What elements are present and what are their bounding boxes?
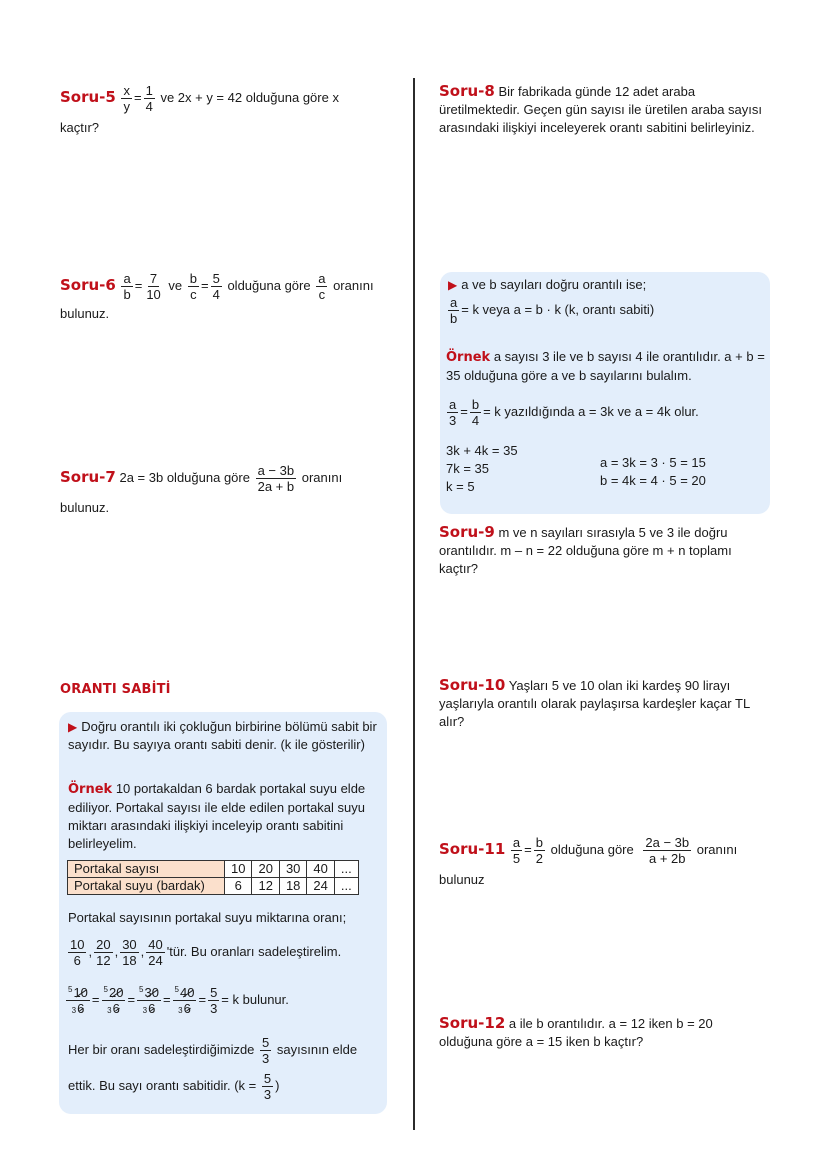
question-label: Soru-11 [439, 839, 506, 858]
example-text: Örnek a sayısı 3 ile ve b sayısı 4 ile orantılıdır. a + b = 35 olduğuna göre a ve b sayılarını bulalım. [446, 349, 765, 383]
question-label: Soru-10 [439, 676, 506, 694]
conclusion-line-2: ettik. Bu sayı orantı sabitidir. (k = $\frac{5}{3}$ ) [68, 1071, 280, 1102]
question-label: Soru-12 [439, 1014, 506, 1032]
question-label: Soru-8 [439, 82, 495, 100]
question-8 [439, 82, 769, 137]
section-title: ORANTI SABİTİ [60, 682, 171, 697]
fraction: $\frac{a}{c}$ [318, 271, 326, 302]
table-row: Portakal suyu (bardak) 6 12 18 24 ... [68, 878, 359, 895]
fraction: $\frac{a - 3b}{2a + b}$ [257, 463, 295, 494]
triangle-bullet-icon: ▶ [448, 278, 458, 292]
fraction: $\frac{a}{b}$ [123, 271, 131, 302]
question-label: Soru-7 [60, 467, 116, 486]
ratio-intro: Portakal sayısının portakal suyu miktarına oranı; [68, 910, 347, 925]
question-text: m ve n sayıları sırasıyla 5 ve 3 ile doğru orantılıdır. m – n = 22 olduğuna göre m + n toplamı kaçtır? [439, 525, 732, 576]
question-10 [439, 676, 769, 731]
definition-text: ▶ Doğru orantılı iki çokluğun birbirine bölümü sabit bir sayıdır. Bu sayıya orantı sabiti denir. (k ile gösterilir) [68, 719, 377, 752]
question-text: bulunuz. [60, 306, 110, 321]
solution-steps: 3k + 4k = 35 7k = 35 k = 5 [446, 443, 518, 494]
info-box-dogru-oranti [440, 272, 770, 514]
question-text: Yaşları 5 ve 10 olan iki kardeş 90 lirayı yaşlarıyla orantılı olarak paylaşırsa kardeşler kaçar TL alır? [439, 678, 750, 729]
question-label: Soru-9 [439, 523, 495, 541]
question-text: Bir fabrikada günde 12 adet araba üretilmektedir. Geçen gün sayısı ile üretilen araba sayısı arasındaki ilişkiyi inceleyerek orantı sabitini belirleyiniz. [439, 84, 762, 135]
fraction: $\frac{1}{4}$ [145, 83, 153, 114]
triangle-bullet-icon: ▶ [68, 720, 78, 734]
question-label: Soru-6 [60, 275, 116, 294]
example-formula: $\frac{a}{3}$ = $\frac{b}{4}$ = k yazıldığında a = 3k ve a = 4k olur. [449, 397, 699, 428]
fraction: $\frac{b}{c}$ [189, 271, 197, 302]
question-text: bulunuz. [60, 500, 110, 515]
info-box-oranti-sabiti [59, 712, 387, 1114]
question-6: Soru-6 $\frac{a}{b}$ = $\frac{7}{10}$ ve $\frac{b}{c}$ = $\frac{5}{4}$ olduğuna göre $\frac{a}{c}$ oranını bulunuz. [60, 272, 400, 323]
question-7: Soru-7 2a = 3b olduğuna göre $\frac{a - 3b}{2a + b}$ oranını bulunuz. [60, 464, 400, 517]
solution-results: a = 3k = 3 · 5 = 15 b = 4k = 4 · 5 = 20 [600, 455, 706, 488]
example-text: Örnek 10 portakaldan 6 bardak portakal suyu elde ediliyor. Portakal sayısı ile elde edilen portakal suyu miktarı arasındaki ilişkiyi inceleyip orantı sabitini belirleyelim. [68, 781, 366, 851]
question-text: a ile b orantılıdır. a = 12 iken b = 20 olduğuna göre a = 15 iken b kaçtır? [439, 1016, 713, 1049]
fraction: $\frac{5}{4}$ [212, 271, 220, 302]
question-text: kaçtır? [60, 120, 100, 135]
simplification-line: $\frac{^510}{36}$ = $\frac{^520}{36}$ = $\frac{^530}{36}$ = $\frac{^540}{36}$ = $\frac{5}{3}$ = k bulunur. [68, 985, 289, 1016]
definition-formula: $\frac{a}{b}$ = k veya a = b · k (k, orantı sabiti) [450, 295, 655, 326]
question-text: bulunuz [439, 872, 485, 887]
fraction: $\frac{x}{y}$ [123, 83, 130, 114]
question-11: Soru-11 $\frac{a}{5}$ = $\frac{b}{2}$ olduğuna göre $\frac{2a - 3b}{a + 2b}$ oranını bulunuz [439, 836, 779, 889]
question-9 [439, 523, 769, 578]
question-label: Soru-5 [60, 87, 116, 106]
question-5: Soru-5 $\frac{x}{y}$ = $\frac{1}{4}$ ve 2x + y = 42 olduğuna göre x kaçtır? [60, 84, 400, 137]
data-table [67, 860, 359, 895]
column-divider [413, 78, 415, 1130]
table-row: Portakal sayısı 10 20 30 40 ... [68, 861, 359, 878]
definition-text: ▶ a ve b sayıları doğru orantılı ise; [448, 277, 647, 292]
question-12 [439, 1014, 769, 1051]
fraction: $\frac{7}{10}$ [146, 271, 161, 302]
conclusion-line-1: Her bir oranı sadeleştirdiğimizde $\frac{5}{3}$ sayısının elde [68, 1035, 358, 1066]
ratios-line: $\frac{10}{6}$ , $\frac{20}{12}$ , $\frac{30}{18}$ , $\frac{40}{24}$ 'tür. Bu oranları sadeleştirelim. [70, 937, 342, 968]
